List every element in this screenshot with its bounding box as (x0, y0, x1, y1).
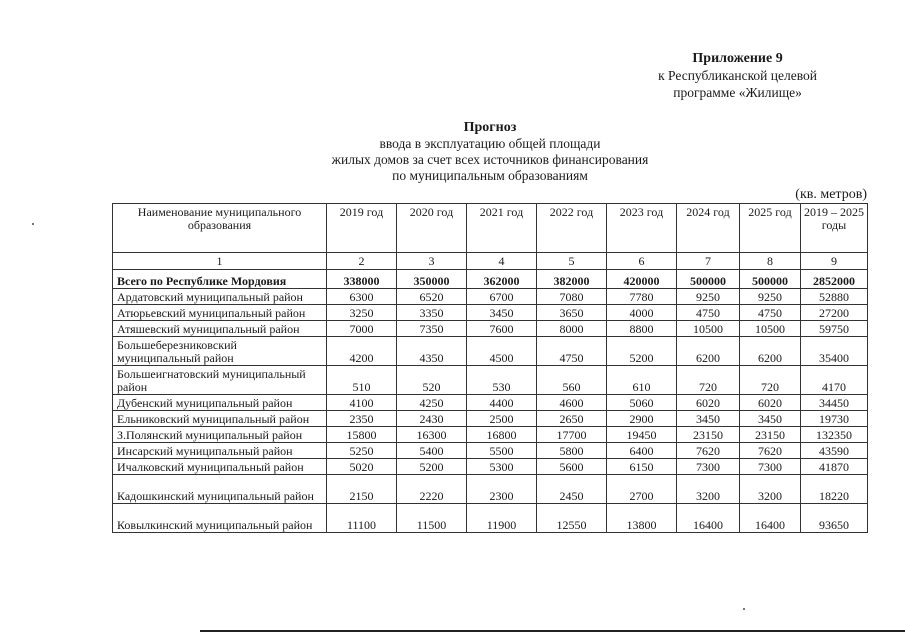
municipality-name-cell: Ардатовский муниципальный район (113, 289, 327, 305)
value-cell: 11100 (327, 504, 397, 533)
heading-line-1: ввода в эксплуатацию общей площади (379, 136, 601, 151)
value-cell: 5400 (397, 443, 467, 459)
value-cell: 18220 (801, 475, 868, 504)
table-row (113, 443, 868, 459)
header-cell: 2019 год (327, 204, 397, 253)
appendix-title: Приложение 9 (692, 51, 783, 66)
header-cell: 2025 год (740, 204, 801, 253)
value-cell: 16300 (397, 427, 467, 443)
municipality-name-cell: Кадошкинский муниципальный район (113, 475, 327, 504)
forecast-table (112, 203, 868, 533)
table-row (113, 321, 868, 337)
heading-line-3: по муниципальным образованиям (392, 168, 588, 183)
value-cell: 6020 (740, 395, 801, 411)
value-cell: 59750 (801, 321, 868, 337)
value-cell: 7300 (677, 459, 740, 475)
scan-speck (743, 608, 745, 610)
value-cell: 4750 (740, 305, 801, 321)
header-row (113, 204, 868, 253)
value-cell: 6020 (677, 395, 740, 411)
value-cell: 7780 (607, 289, 677, 305)
value-cell: 2650 (537, 411, 607, 427)
municipality-name-cell: Ковылкинский муниципальный район (113, 504, 327, 533)
table-row (113, 337, 868, 366)
table-row (113, 504, 868, 533)
value-cell: 35400 (801, 337, 868, 366)
value-cell: 5020 (327, 459, 397, 475)
municipality-name-cell: Ельниковский муниципальный район (113, 411, 327, 427)
total-value-cell: 362000 (467, 270, 537, 289)
value-cell: 23150 (740, 427, 801, 443)
value-cell: 2430 (397, 411, 467, 427)
value-cell: 2700 (607, 475, 677, 504)
value-cell: 93650 (801, 504, 868, 533)
bottom-rule (200, 630, 905, 632)
value-cell: 2450 (537, 475, 607, 504)
value-cell: 5500 (467, 443, 537, 459)
value-cell: 7600 (467, 321, 537, 337)
value-cell: 7080 (537, 289, 607, 305)
appendix-header (658, 50, 817, 101)
scan-speck (32, 223, 34, 225)
appendix-line-1: к Республиканской целевой (658, 68, 817, 83)
value-cell: 7350 (397, 321, 467, 337)
value-cell: 5060 (607, 395, 677, 411)
value-cell: 4500 (467, 337, 537, 366)
value-cell: 610 (607, 366, 677, 395)
value-cell: 3350 (397, 305, 467, 321)
value-cell: 4750 (677, 305, 740, 321)
table-row (113, 305, 868, 321)
value-cell: 7620 (740, 443, 801, 459)
value-cell: 560 (537, 366, 607, 395)
municipality-name-cell: Ичалковский муниципальный район (113, 459, 327, 475)
index-cell: 3 (397, 253, 467, 270)
value-cell: 8000 (537, 321, 607, 337)
value-cell: 2150 (327, 475, 397, 504)
value-cell: 2300 (467, 475, 537, 504)
value-cell: 5200 (607, 337, 677, 366)
table-row (113, 289, 868, 305)
units-label: (кв. метров) (795, 187, 867, 202)
total-value-cell: 382000 (537, 270, 607, 289)
index-cell: 7 (677, 253, 740, 270)
value-cell: 3450 (740, 411, 801, 427)
table-row (113, 427, 868, 443)
value-cell: 8800 (607, 321, 677, 337)
value-cell: 5600 (537, 459, 607, 475)
heading-title: Прогноз (463, 120, 517, 135)
value-cell: 2900 (607, 411, 677, 427)
header-cell: 2021 год (467, 204, 537, 253)
value-cell: 6200 (740, 337, 801, 366)
value-cell: 23150 (677, 427, 740, 443)
heading-line-2: жилых домов за счет всех источников финансирования (331, 152, 649, 167)
value-cell: 17700 (537, 427, 607, 443)
index-cell: 8 (740, 253, 801, 270)
value-cell: 5200 (397, 459, 467, 475)
table-row (113, 475, 868, 504)
value-cell: 2220 (397, 475, 467, 504)
table-row (113, 395, 868, 411)
value-cell: 6150 (607, 459, 677, 475)
value-cell: 5800 (537, 443, 607, 459)
index-cell: 4 (467, 253, 537, 270)
header-cell: 2020 год (397, 204, 467, 253)
value-cell: 10500 (677, 321, 740, 337)
value-cell: 12550 (537, 504, 607, 533)
index-cell: 5 (537, 253, 607, 270)
value-cell: 13800 (607, 504, 677, 533)
index-cell: 1 (113, 253, 327, 270)
value-cell: 510 (327, 366, 397, 395)
value-cell: 7000 (327, 321, 397, 337)
value-cell: 27200 (801, 305, 868, 321)
value-cell: 16400 (677, 504, 740, 533)
value-cell: 10500 (740, 321, 801, 337)
value-cell: 2350 (327, 411, 397, 427)
value-cell: 6520 (397, 289, 467, 305)
total-value-cell: 500000 (677, 270, 740, 289)
value-cell: 5300 (467, 459, 537, 475)
appendix-line-2: программе «Жилище» (673, 85, 802, 100)
header-cell: 2019 – 2025 годы (801, 204, 868, 253)
municipality-name-cell: Атюрьевский муниципальный район (113, 305, 327, 321)
value-cell: 4350 (397, 337, 467, 366)
value-cell: 4750 (537, 337, 607, 366)
value-cell: 520 (397, 366, 467, 395)
value-cell: 720 (677, 366, 740, 395)
value-cell: 4600 (537, 395, 607, 411)
table-row (113, 459, 868, 475)
table-row (113, 411, 868, 427)
value-cell: 19730 (801, 411, 868, 427)
value-cell: 6200 (677, 337, 740, 366)
value-cell: 7300 (740, 459, 801, 475)
municipality-name-cell: Большеберезниковский муниципальный район (113, 337, 327, 366)
total-value-cell: 350000 (397, 270, 467, 289)
document-heading (190, 120, 790, 184)
header-cell: 2023 год (607, 204, 677, 253)
value-cell: 9250 (740, 289, 801, 305)
total-row (113, 270, 868, 289)
header-cell: Наименование муниципального образования (113, 204, 327, 253)
value-cell: 41870 (801, 459, 868, 475)
index-cell: 9 (801, 253, 868, 270)
value-cell: 9250 (677, 289, 740, 305)
value-cell: 6400 (607, 443, 677, 459)
value-cell: 3200 (740, 475, 801, 504)
value-cell: 7620 (677, 443, 740, 459)
municipality-name-cell: Атяшевский муниципальный район (113, 321, 327, 337)
value-cell: 15800 (327, 427, 397, 443)
value-cell: 4200 (327, 337, 397, 366)
value-cell: 19450 (607, 427, 677, 443)
value-cell: 3650 (537, 305, 607, 321)
total-value-cell: 500000 (740, 270, 801, 289)
municipality-name-cell: Большеигнатовский муниципальный район (113, 366, 327, 395)
value-cell: 3250 (327, 305, 397, 321)
value-cell: 720 (740, 366, 801, 395)
value-cell: 43590 (801, 443, 868, 459)
municipality-name-cell: З.Полянский муниципальный район (113, 427, 327, 443)
value-cell: 6300 (327, 289, 397, 305)
value-cell: 3200 (677, 475, 740, 504)
value-cell: 6700 (467, 289, 537, 305)
municipality-name-cell: Инсарский муниципальный район (113, 443, 327, 459)
total-value-cell: 420000 (607, 270, 677, 289)
value-cell: 16400 (740, 504, 801, 533)
value-cell: 530 (467, 366, 537, 395)
total-value-cell: 2852000 (801, 270, 868, 289)
value-cell: 34450 (801, 395, 868, 411)
value-cell: 2500 (467, 411, 537, 427)
value-cell: 3450 (677, 411, 740, 427)
value-cell: 132350 (801, 427, 868, 443)
value-cell: 4250 (397, 395, 467, 411)
header-cell: 2022 год (537, 204, 607, 253)
value-cell: 16800 (467, 427, 537, 443)
index-cell: 6 (607, 253, 677, 270)
index-cell: 2 (327, 253, 397, 270)
value-cell: 4000 (607, 305, 677, 321)
value-cell: 4400 (467, 395, 537, 411)
header-cell: 2024 год (677, 204, 740, 253)
table-row (113, 366, 868, 395)
value-cell: 52880 (801, 289, 868, 305)
municipality-name-cell: Дубенский муниципальный район (113, 395, 327, 411)
total-value-cell: 338000 (327, 270, 397, 289)
value-cell: 5250 (327, 443, 397, 459)
value-cell: 4170 (801, 366, 868, 395)
value-cell: 4100 (327, 395, 397, 411)
value-cell: 11500 (397, 504, 467, 533)
value-cell: 3450 (467, 305, 537, 321)
total-name-cell: Всего по Республике Мордовия (113, 270, 327, 289)
column-index-row (113, 253, 868, 270)
value-cell: 11900 (467, 504, 537, 533)
